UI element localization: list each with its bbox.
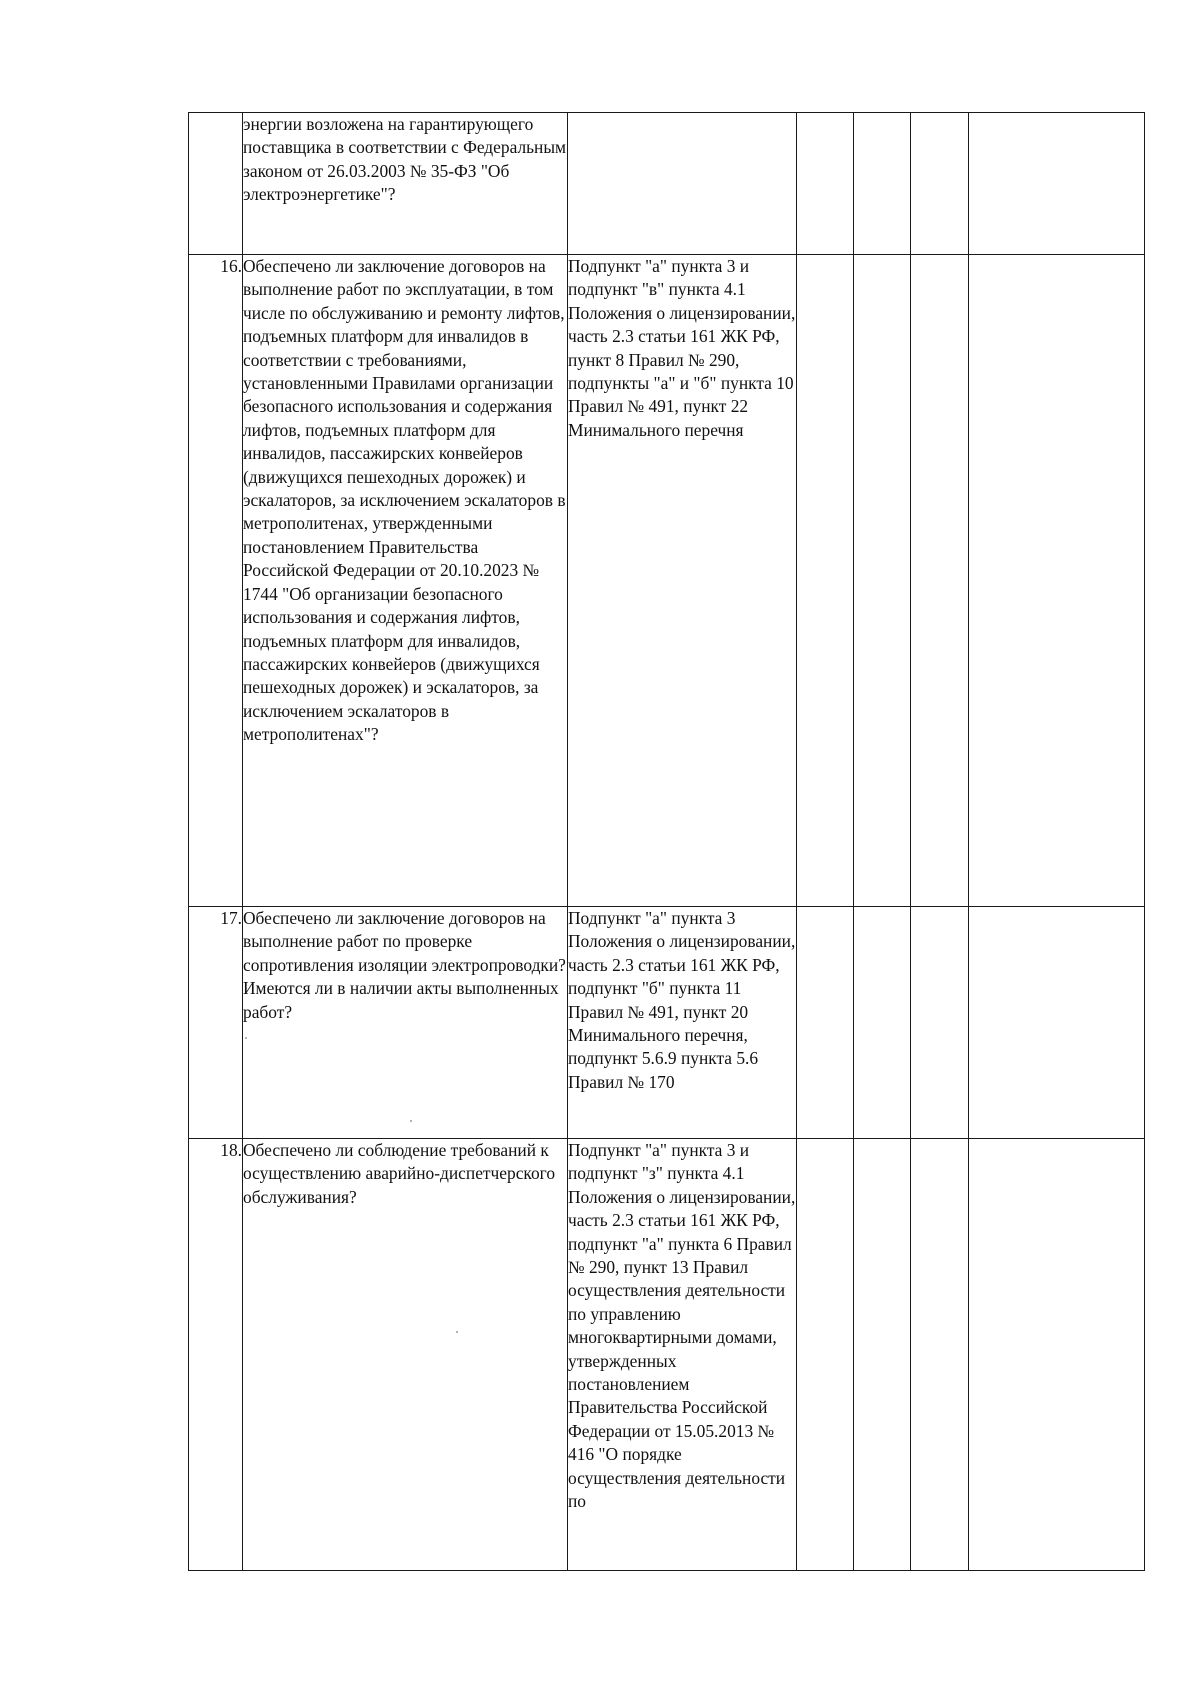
question-text: энергии возложена на гарантирующего поставщика в соответствии с Федеральным законом от 26.03.2003 № 35-ФЗ "Об электроэнергетике"? xyxy=(243,114,567,205)
question-cell xyxy=(243,1139,568,1571)
row-number: 18. xyxy=(220,1140,242,1160)
answer-yes-cell xyxy=(797,113,854,255)
table-row xyxy=(189,113,1145,255)
question-cell xyxy=(243,907,568,1139)
reference-cell xyxy=(568,1139,797,1571)
scan-speck xyxy=(410,1120,412,1122)
row-number: 17. xyxy=(220,908,242,928)
reference-text: Подпункт "а" пункта 3 и подпункт "в" пункта 4.1 Положения о лицензировании, часть 2.3 статьи 161 ЖК РФ, пункт 8 Правил № 290, подпункты "а" и "б" пункта 10 Правил № 491, пункт 22 Минимального перечня xyxy=(568,256,796,440)
notes-cell xyxy=(969,907,1145,1139)
row-number: 16. xyxy=(220,256,242,276)
reference-cell xyxy=(568,255,797,907)
question-text: Обеспечено ли заключение договоров на выполнение работ по эксплуатации, в том числе по обслуживанию и ремонту лифтов, подъемных платформ для инвалидов в соответствии с требованиями, установленными Правилами организации безопасного использования и содержания лифтов, подъемных платформ для инвалидов, пассажирских конвейеров (движущихся пешеходных дорожек) и эскалаторов, за исключением эскалаторов в метрополитенах, утвержденными постановлением Правительства Российской Федерации от 20.10.2023 № 1744 "Об организации безопасного использования и содержания лифтов, подъемных платформ для инвалидов, пассажирских конвейеров (движущихся пешеходных дорожек) и эскалаторов, за исключением эскалаторов в метрополитенах"? xyxy=(243,256,566,745)
question-text: Обеспечено ли соблюдение требований к осуществлению аварийно-диспетчерского обслуживания? xyxy=(243,1140,556,1207)
answer-yes-cell xyxy=(797,907,854,1139)
answer-no-cell xyxy=(854,1139,911,1571)
question-text: Обеспечено ли заключение договоров на выполнение работ по проверке сопротивления изоляции электропроводки? Имеются ли в наличии акты выполненных работ? xyxy=(243,908,566,1022)
answer-no-cell xyxy=(854,113,911,255)
scan-speck xyxy=(456,1331,458,1333)
answer-yes-cell xyxy=(797,1139,854,1571)
row-number-cell xyxy=(189,907,243,1139)
reference-text: Подпункт "а" пункта 3 Положения о лицензировании, часть 2.3 статьи 161 ЖК РФ, подпункт "б" пункта 11 Правил № 491, пункт 20 Минимального перечня, подпункт 5.6.9 пункта 5.6 Правил № 170 xyxy=(568,908,796,1092)
table-row xyxy=(189,907,1145,1139)
notes-cell xyxy=(969,1139,1145,1571)
notes-cell xyxy=(969,113,1145,255)
question-cell xyxy=(243,113,568,255)
table-row xyxy=(189,1139,1145,1571)
answer-yes-cell xyxy=(797,255,854,907)
question-cell xyxy=(243,255,568,907)
answer-na-cell xyxy=(911,907,969,1139)
notes-cell xyxy=(969,255,1145,907)
table-row xyxy=(189,255,1145,907)
reference-text: Подпункт "а" пункта 3 и подпункт "з" пункта 4.1 Положения о лицензировании, часть 2.3 статьи 161 ЖК РФ, подпункт "а" пункта 6 Правил № 290, пункт 13 Правил осуществления деятельности по управлению многоквартирными домами, утвержденных постановлением Правительства Российской Федерации от 15.05.2013 № 416 "О порядке осуществления деятельности по xyxy=(568,1140,796,1512)
reference-cell xyxy=(568,113,797,255)
answer-no-cell xyxy=(854,255,911,907)
row-number-cell xyxy=(189,1139,243,1571)
answer-na-cell xyxy=(911,255,969,907)
row-number-cell xyxy=(189,113,243,255)
answer-no-cell xyxy=(854,907,911,1139)
reference-cell xyxy=(568,907,797,1139)
checklist-table xyxy=(188,112,1145,1571)
answer-na-cell xyxy=(911,1139,969,1571)
scan-speck xyxy=(245,1037,247,1039)
row-number-cell xyxy=(189,255,243,907)
answer-na-cell xyxy=(911,113,969,255)
